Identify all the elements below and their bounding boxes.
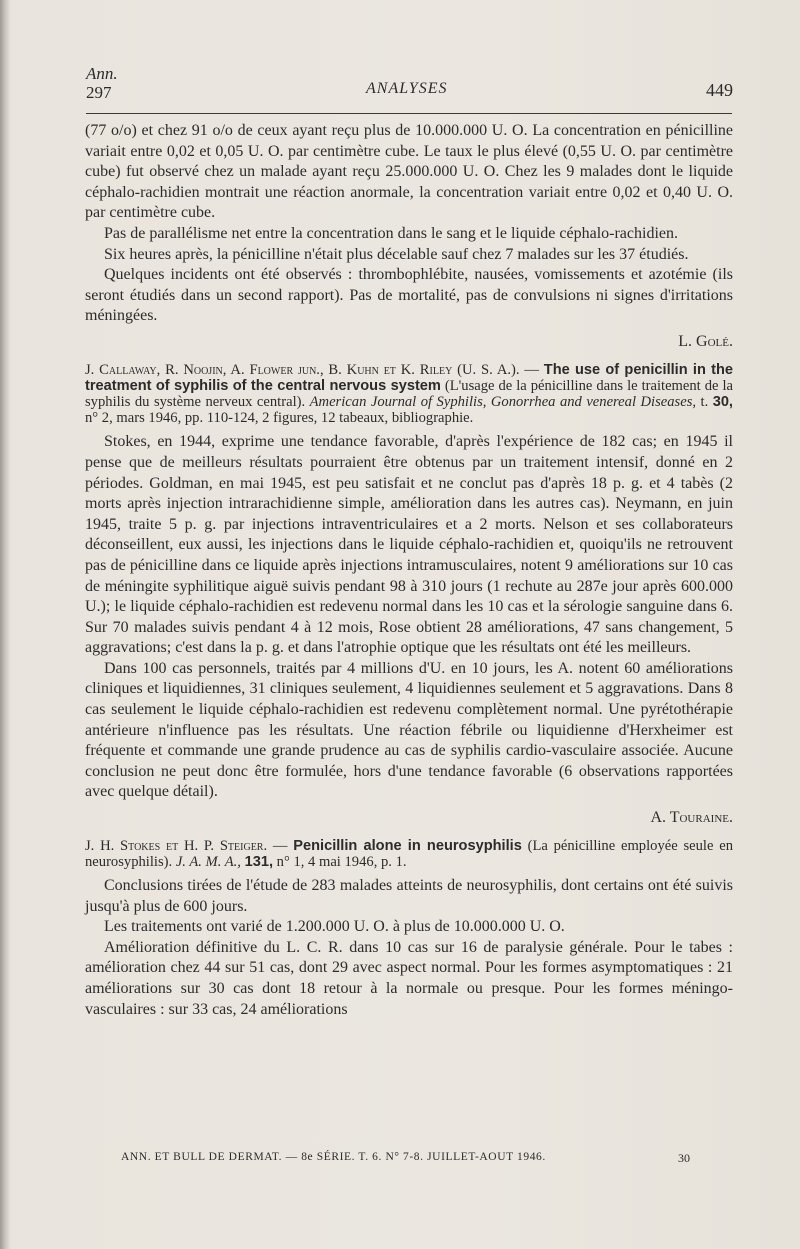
reference-stokes xyxy=(85,838,733,870)
paragraph-7: Conclusions tirées de l'étude de 283 malades atteints de neurosyphilis, dont certains ont été suivis jusqu'à plus de 600 jours. xyxy=(85,877,733,915)
page-body xyxy=(85,121,733,1020)
paragraph-1: (77 o/o) et chez 91 o/o de ceux ayant reçu plus de 10.000.000 U. O. La concentration en pénicilline variait entre 0,02 et 0,05 U. O. par centimètre cube. Le taux le plus élevé (0,55 U. O. par centimètre cube) fut observé chez un malade ayant reçu 25.000.000 U. O. Chez les 9 malades dont le liquide céphalo-rachidien montrait une réaction anormale, la concentration variait entre 0,02 et 0,40 U. O. par centimètre cube. xyxy=(85,122,733,222)
ref1-title: The use of penicillin in the treatment of syphilis of the central nervous system xyxy=(85,361,734,394)
paragraph-4: Quelques incidents ont été observés : thrombophlébite, nausées, vomissements et azotémie (ils seront étudiés dans un second rapport). Pas de mortalité, pas de convulsions ni signes d'irritations méningées. xyxy=(85,266,733,325)
running-head: ANALYSES xyxy=(366,80,448,97)
ref1-translation: (L'usage de la pénicilline dans le traitement de la syphilis du système nerveux central). xyxy=(85,377,733,410)
header-volume-page: 297 xyxy=(86,83,112,102)
signature-touraine: A. Touraine. xyxy=(650,809,733,827)
ref1-volume-prefix: t. xyxy=(700,393,709,410)
header-rule xyxy=(86,113,732,114)
ref1-authors: J. Callaway, R. Noojin, A. Flower jun., B. Kuhn et K. Riley (U. S. A.). — xyxy=(85,361,539,378)
footer-journal-line: ANN. ET BULL DE DERMAT. — 8e SÉRIE. T. 6. N° 7-8. JUILLET-AOUT 1946. xyxy=(121,1151,546,1163)
paragraph-3: Six heures après, la pénicilline n'était plus décelable sauf chez 7 malades sur les 37 étudiés. xyxy=(104,245,689,263)
reference-callaway xyxy=(85,362,733,427)
signature-gole: L. Golé. xyxy=(678,332,733,350)
paragraph-8: Les traitements ont varié de 1.200.000 U. O. à plus de 10.000.000 U. O. xyxy=(104,918,565,936)
ref1-volume: 30, xyxy=(712,393,733,410)
footer-sheet-number: 30 xyxy=(678,1151,690,1165)
ref1-details: n° 2, mars 1946, pp. 110-124, 2 figures, 12 tabeaux, bibliographie. xyxy=(85,410,474,427)
ref2-title: Penicillin alone in neurosyphilis xyxy=(293,837,522,854)
ref2-details: n° 1, 4 mai 1946, p. 1. xyxy=(276,853,407,870)
header-left xyxy=(86,64,118,102)
ref2-authors: J. H. Stokes et H. P. Steiger. — xyxy=(85,837,288,854)
paragraph-2: Pas de parallélisme net entre la concentration dans le sang et le liquide céphalo-rachidien. xyxy=(104,224,678,242)
ref2-translation: (La pénicilline employée seule en neurosyphilis). xyxy=(85,837,733,870)
ref1-journal: American Journal of Syphilis, Gonorrhea and venereal Diseases, xyxy=(309,393,697,410)
paragraph-6: Dans 100 cas personnels, traités par 4 millions d'U. en 10 jours, les A. notent 60 améliorations cliniques et liquidiennes, 31 cliniques seulement, 4 liquidiennes seulement et 5 aggravations. Dans 8 cas seulement le liquide céphalo-rachidien est redevenu complètement normal. Une pyrétothérapie antérieure n'influence pas les résultats. Une réaction fébrile ou liquidienne d'Herxheimer est fréquente et commande une grande prudence au cas de syphilis cardio-vasculaire associée. Aucune conclusion ne peut donc être formulée, hors d'une tendance favorable (6 observations rapportées avec quelque détail). xyxy=(85,659,733,801)
paragraph-9: Amélioration définitive du L. C. R. dans 10 cas sur 16 de paralysie générale. Pour le tabes : amélioration chez 44 sur 51 cas, dont 29 avec aspect normal. Pour les formes asymptomatiques : 21 améliorations sur 30 cas dont 18 retour à la normale ou presque. Pour les formes méningo-vasculaires : sur 33 cas, 24 améliorations xyxy=(85,938,733,1018)
header-ann: Ann. xyxy=(86,64,118,83)
ref2-volume: 131, xyxy=(244,853,273,870)
page-binding-edge xyxy=(0,0,10,1249)
paragraph-5: Stokes, en 1944, exprime une tendance favorable, d'après l'expérience de 182 cas; en 1945 il pense que de meilleurs résultats pourraient être obtenus par un traitement intensif, donné en 2 périodes. Goldman, en mai 1945, est peu satisfait et ne conclut pas d'après 18 p. g. et 4 tabès (2 morts après injection intrarachidienne simple, amélioration dans les autres cas). Neymann, en juin 1945, traite 5 p. g. par injections intraventriculaires et a 2 morts. Nelson et ses collaborateurs déconseillent, eux aussi, les injections dans le liquide céphalo-rachidien et, quoiqu'ils ne retrouvent pas de pénicilline dans ce liquide après injections intramusculaires, notent 9 améliorations sur 10 cas de méningite syphilitique aiguë suivis pendant 98 à 310 jours (1 rechute au 287e jour après 600.000 U.); le liquide céphalo-rachidien est redevenu normal dans les 10 cas et la sérologie sanguine dans 6. Sur 70 malades suivis pendant 4 à 12 mois, Rose obtient 28 améliorations, 47 sans changement, 5 aggravations; c'est dans la p. g. et dans l'atrophie optique que les résultats ont été les meilleurs. xyxy=(85,433,733,657)
page-number: 449 xyxy=(706,80,733,100)
ref2-journal: J. A. M. A., xyxy=(175,853,241,870)
